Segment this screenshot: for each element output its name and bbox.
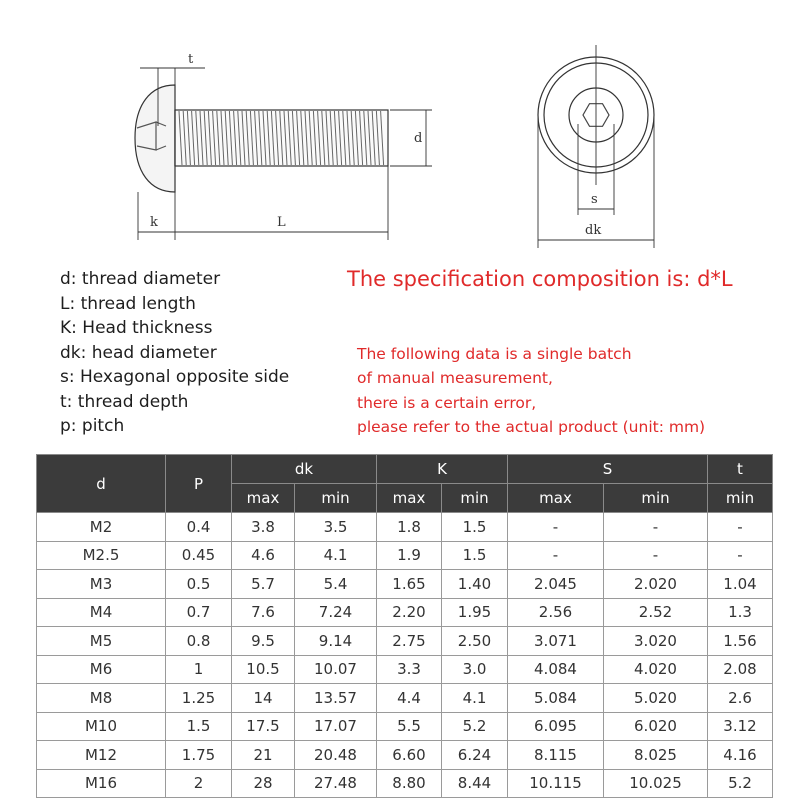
table-cell: 4.1 (295, 541, 377, 570)
table-cell: 5.2 (708, 769, 773, 798)
screw-technical-drawing (0, 0, 800, 260)
table-cell: 7.24 (295, 598, 377, 627)
specification-table (36, 454, 773, 798)
subheader-k-max: max (377, 484, 442, 513)
header-dk: dk (232, 455, 377, 484)
table-cell: 1.5 (442, 513, 508, 542)
table-cell: M4 (37, 598, 166, 627)
table-cell: 7.6 (232, 598, 295, 627)
symbol-legend (60, 267, 289, 439)
table-cell: 20.48 (295, 741, 377, 770)
table-cell: 0.7 (166, 598, 232, 627)
table-cell: 1.8 (377, 513, 442, 542)
header-k: K (377, 455, 508, 484)
table-cell: - (708, 513, 773, 542)
legend-item: s: Hexagonal opposite side (60, 367, 290, 387)
table-cell: 13.57 (295, 684, 377, 713)
table-cell: 6.020 (604, 712, 708, 741)
legend-item: dk: head diameter (60, 342, 217, 363)
table-cell: 9.5 (232, 627, 295, 656)
header-p: P (166, 455, 232, 513)
table-cell: - (508, 541, 604, 570)
table-cell: - (508, 513, 604, 542)
table-cell: 4.16 (708, 741, 773, 770)
table-row (37, 598, 773, 627)
top-dimensions (538, 45, 654, 248)
table-cell: 1.25 (166, 684, 232, 713)
table-cell: 1.56 (708, 627, 773, 656)
label-t: t (188, 52, 194, 67)
legend-item: K: Head thickness (60, 318, 213, 338)
legend-item: L: thread length (60, 293, 196, 314)
table-cell: - (604, 541, 708, 570)
table-cell: 6.095 (508, 712, 604, 741)
table-cell: 5.4 (295, 570, 377, 599)
table-cell: 10.025 (604, 769, 708, 798)
table-cell: 4.6 (232, 541, 295, 570)
table-cell: 8.115 (508, 741, 604, 770)
table-cell: 2.045 (508, 570, 604, 599)
table-cell: 0.5 (166, 570, 232, 599)
table-body (37, 513, 773, 798)
table-cell: 1.04 (708, 570, 773, 599)
table-cell: M8 (37, 684, 166, 713)
table-cell: 5.5 (377, 712, 442, 741)
table-cell: 27.48 (295, 769, 377, 798)
table-row (37, 513, 773, 542)
table-cell: 3.12 (708, 712, 773, 741)
table-cell: M6 (37, 655, 166, 684)
table-cell: 1.5 (166, 712, 232, 741)
table-row (37, 627, 773, 656)
table-cell: M5 (37, 627, 166, 656)
screw-side-view (135, 85, 388, 192)
table-cell: 2.56 (508, 598, 604, 627)
table-cell: 3.0 (442, 655, 508, 684)
subheader-t-min: min (708, 484, 773, 513)
table-cell: 2.6 (708, 684, 773, 713)
table-cell: 3.071 (508, 627, 604, 656)
table-row (37, 684, 773, 713)
table-cell: 3.8 (232, 513, 295, 542)
subheader-dk-max: max (232, 484, 295, 513)
table-cell: 21 (232, 741, 295, 770)
table-cell: 2.50 (442, 627, 508, 656)
table-cell: 3.5 (295, 513, 377, 542)
table-cell: 2.08 (708, 655, 773, 684)
table-cell: M10 (37, 712, 166, 741)
note-line: please refer to the actual product (unit: mm) (357, 417, 706, 436)
label-k: k (150, 215, 158, 230)
table-cell: 5.2 (442, 712, 508, 741)
legend-item: p: pitch (60, 416, 125, 436)
table-cell: 1.5 (442, 541, 508, 570)
table-cell: M3 (37, 570, 166, 599)
table-cell: 9.14 (295, 627, 377, 656)
table-cell: 4.1 (442, 684, 508, 713)
table-cell: 5.084 (508, 684, 604, 713)
table-cell: 0.4 (166, 513, 232, 542)
header-t: t (708, 455, 773, 484)
table-cell: 5.020 (604, 684, 708, 713)
table-cell: 3.3 (377, 655, 442, 684)
label-s: s (591, 192, 598, 207)
label-dk: dk (585, 223, 602, 238)
note-line: there is a certain error, (357, 393, 537, 412)
table-cell: 14 (232, 684, 295, 713)
subheader-s-min: min (604, 484, 708, 513)
table-cell: 2.52 (604, 598, 708, 627)
specification-title: The specification composition is: d*L (347, 267, 733, 291)
table-cell: 6.60 (377, 741, 442, 770)
table-cell: 5.7 (232, 570, 295, 599)
table-cell: 17.07 (295, 712, 377, 741)
legend-item: t: thread depth (60, 391, 189, 412)
subheader-s-max: max (508, 484, 604, 513)
table-cell: M16 (37, 769, 166, 798)
table-cell: 3.020 (604, 627, 708, 656)
header-s: S (508, 455, 708, 484)
table-cell: 4.020 (604, 655, 708, 684)
table-cell: 8.025 (604, 741, 708, 770)
table-cell: 2.020 (604, 570, 708, 599)
note-line: of manual measurement, (357, 369, 553, 388)
table-cell: 10.115 (508, 769, 604, 798)
table-cell: M12 (37, 741, 166, 770)
table-row (37, 541, 773, 570)
table-cell: M2 (37, 513, 166, 542)
table-cell: 8.44 (442, 769, 508, 798)
table-cell: 0.45 (166, 541, 232, 570)
table-cell: 1.3 (708, 598, 773, 627)
table-cell: 8.80 (377, 769, 442, 798)
header-d: d (37, 455, 166, 513)
table-cell: 4.4 (377, 684, 442, 713)
table-cell: 1.75 (166, 741, 232, 770)
table-cell: 2 (166, 769, 232, 798)
table-cell: 10.5 (232, 655, 295, 684)
table-row (37, 712, 773, 741)
table-cell: 1.95 (442, 598, 508, 627)
table-cell: 2.20 (377, 598, 442, 627)
table-cell: 2.75 (377, 627, 442, 656)
table-cell: 4.084 (508, 655, 604, 684)
table-cell: 1.40 (442, 570, 508, 599)
table-cell: 6.24 (442, 741, 508, 770)
measurement-note (357, 342, 705, 439)
table-cell: 1.9 (377, 541, 442, 570)
label-d: d (414, 131, 423, 146)
table-cell: 1.65 (377, 570, 442, 599)
subheader-k-min: min (442, 484, 508, 513)
note-line: The following data is a single batch (357, 345, 632, 363)
label-L: L (277, 215, 286, 230)
table-cell: 17.5 (232, 712, 295, 741)
table-cell: 0.8 (166, 627, 232, 656)
table-cell: M2.5 (37, 541, 166, 570)
table-cell: - (604, 513, 708, 542)
subheader-dk-min: min (295, 484, 377, 513)
table-row (37, 655, 773, 684)
table-cell: 1 (166, 655, 232, 684)
table-row (37, 570, 773, 599)
legend-item: d: thread diameter (60, 269, 221, 289)
table-row (37, 741, 773, 770)
table-cell: 28 (232, 769, 295, 798)
table-cell: 10.07 (295, 655, 377, 684)
table-cell: - (708, 541, 773, 570)
table-row (37, 769, 773, 798)
